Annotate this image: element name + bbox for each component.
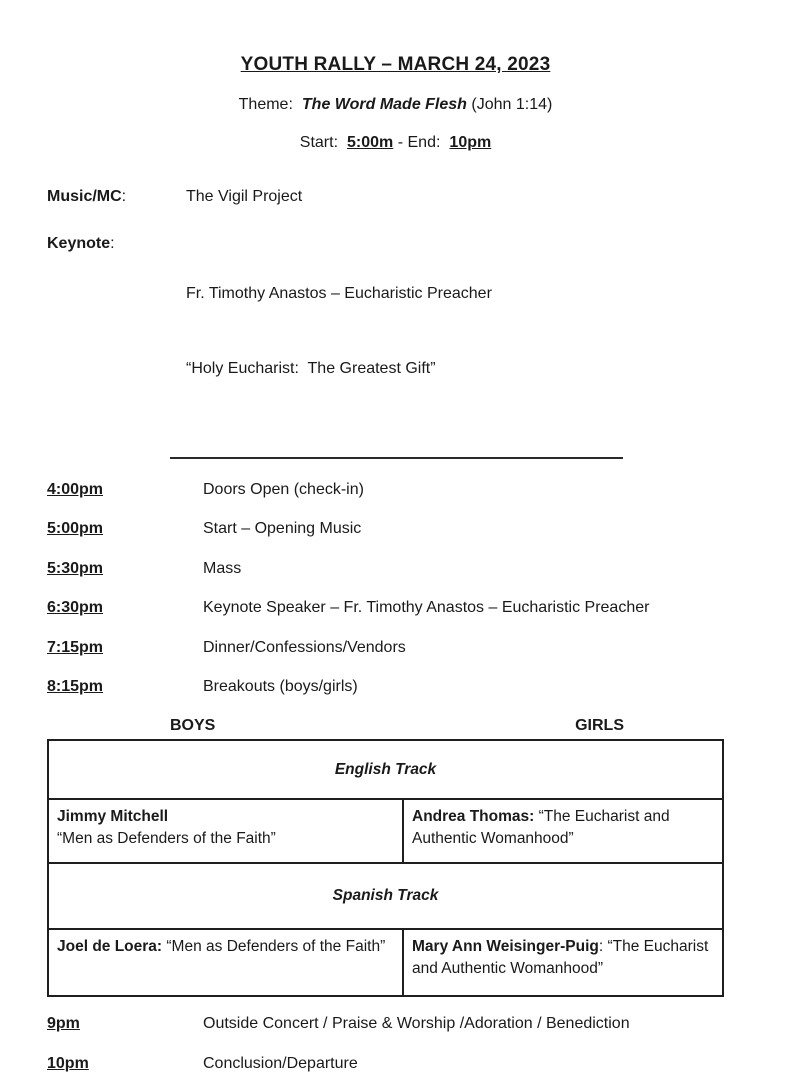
english-girls-talk: “The Eucharist and Authentic Womanhood” [412,808,674,847]
schedule-desc: Mass [203,559,242,577]
english-track-row [48,740,723,799]
spanish-speakers-row [48,929,723,996]
schedule-row [47,599,744,617]
keynote-row [47,231,744,431]
english-girls-speaker: Andrea Thomas: [412,808,535,825]
spanish-track-title: Spanish Track [48,863,723,929]
schedule-desc: Keynote Speaker – Fr. Timothy Anastos – Eucharistic Preacher [203,599,650,616]
spanish-girls-speaker: Mary Ann Weisinger-Puig [412,938,599,955]
theme-line [47,94,744,116]
start-end-line [47,132,744,154]
info-section [47,184,744,431]
schedule-time: 5:30pm [47,559,104,577]
spanish-boys-cell [48,929,403,996]
schedule-desc: Breakouts (boys/girls) [203,678,358,695]
girls-header: GIRLS [575,717,624,734]
theme-reference: (John 1:14) [471,96,553,113]
dash-separator: - [397,134,404,151]
schedule-row [47,520,744,538]
music-mc-row [47,184,744,209]
schedule-time: 5:00pm [47,520,104,537]
spanish-boys-speaker: Joel de Loera: [57,938,163,955]
spanish-boys-talk: “Men as Defenders of the Faith” [162,938,386,955]
theme-value: The Word Made Flesh [301,96,467,113]
english-track-title: English Track [48,740,723,799]
schedule-desc: Start – Opening Music [203,520,362,537]
page-title: YOUTH RALLY – MARCH 24, 2023 [240,54,551,75]
start-time: 5:00m [347,134,394,151]
schedule-row [47,560,744,578]
keynote-line-2: “Holy Eucharist: The Greatest Gift” [186,360,436,377]
schedule-row [47,678,744,696]
english-boys-cell [48,799,403,863]
schedule-time: 9pm [47,1015,80,1032]
document-header [47,52,744,154]
music-mc-label: Music/MC: [47,188,127,205]
schedule-desc: Conclusion/Departure [203,1055,358,1072]
spanish-girls-cell [403,929,723,996]
schedule-time: 10pm [47,1055,89,1072]
schedule-list [47,481,744,697]
schedule-desc: Doors Open (check-in) [203,480,364,498]
english-girls-cell [403,799,723,863]
schedule-time: 4:00pm [47,480,104,498]
schedule-row [47,639,744,657]
end-time: 10pm [449,134,492,151]
keynote-line-1: Fr. Timothy Anastos – Eucharistic Preacher [186,285,492,302]
schedule-time: 8:15pm [47,678,104,695]
start-label: Start: [299,134,339,151]
spanish-girls-talk: : “The Eucharist and Authentic Womanhood” [412,938,713,977]
schedule-time: 7:15pm [47,638,104,656]
schedule-row [47,481,744,499]
keynote-label: Keynote: [47,235,115,252]
schedule-time: 6:30pm [47,599,104,616]
keynote-value [186,231,492,431]
schedule-row [47,1055,744,1073]
spanish-track-row [48,863,723,929]
schedule-desc: Outside Concert / Praise & Worship /Adoration / Benediction [203,1015,630,1032]
english-boys-talk: “Men as Defenders of the Faith” [57,829,276,847]
section-divider [170,457,623,459]
theme-label: Theme: [238,96,293,113]
breakout-column-headers [47,717,724,735]
breakout-table [47,739,724,997]
english-speakers-row [48,799,723,863]
boys-header: BOYS [170,717,216,734]
schedule-desc: Dinner/Confessions/Vendors [203,638,406,656]
music-mc-value: The Vigil Project [186,188,303,205]
end-label: End: [407,134,441,151]
schedule-row [47,1015,744,1033]
english-boys-speaker: Jimmy Mitchell [57,808,169,825]
